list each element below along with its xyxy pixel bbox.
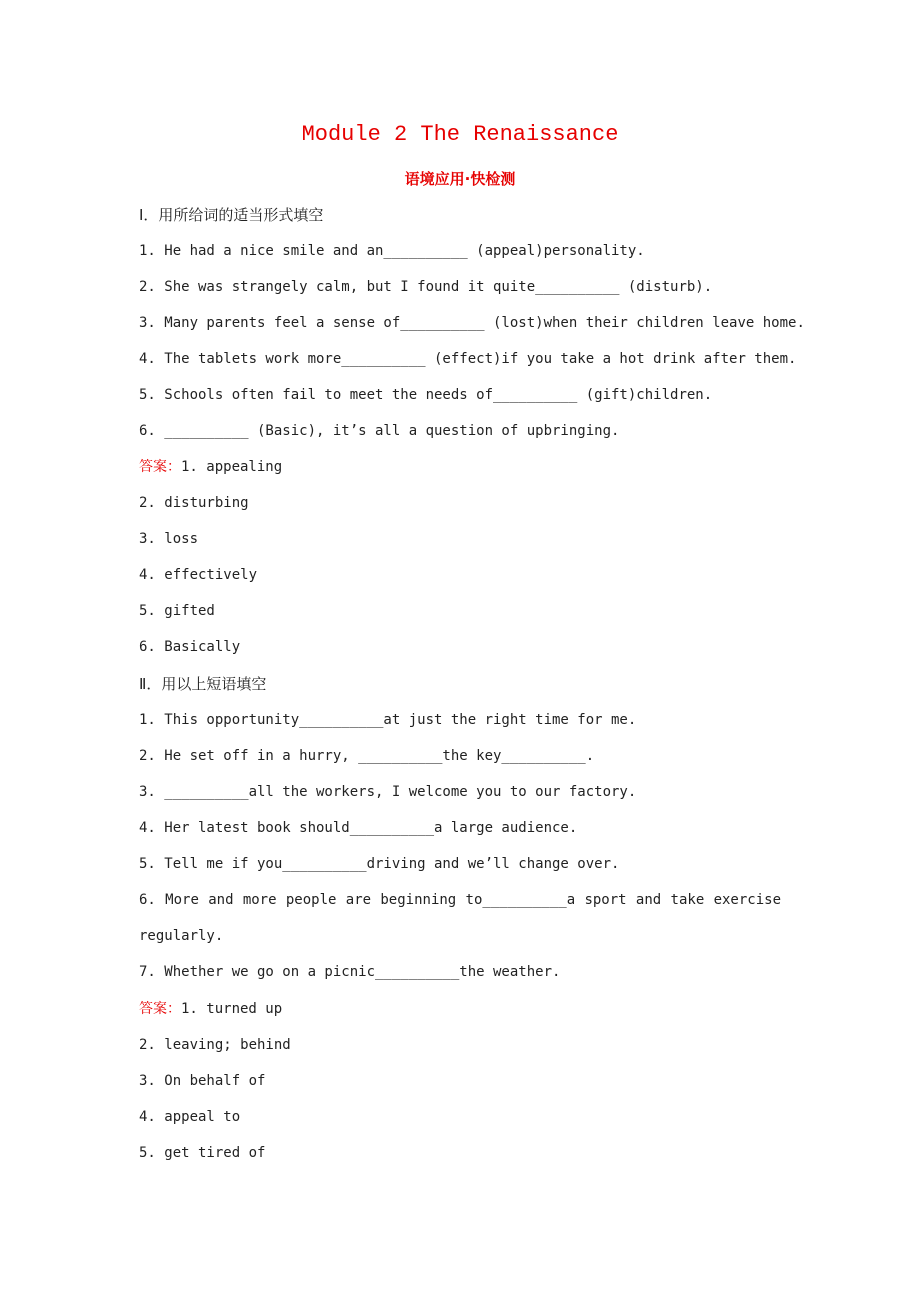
s2-answer-5: 5. get tired of — [139, 1145, 266, 1161]
s2-answer-2: 2. leaving; behind — [139, 1037, 291, 1053]
s1-question-5: 5. Schools often fail to meet the needs of__________ (gift)children. — [139, 387, 713, 403]
s1-answer-2: 2. disturbing — [139, 495, 249, 511]
s1-question-1: 1. He had a nice smile and an__________ (appeal)personality. — [139, 243, 645, 259]
page-title: Module 2 The Renaissance — [301, 122, 619, 147]
section-1-heading: Ⅰ．用所给词的适当形式填空 — [139, 206, 324, 224]
s2-question-6: 6. More and more people are beginning to__________a sport and take exercise — [139, 892, 781, 908]
s1-answer-1: 1. appealing — [181, 459, 283, 475]
section-2-heading: Ⅱ．用以上短语填空 — [139, 675, 267, 693]
s1-answer-3: 3. loss — [139, 531, 199, 547]
s1-question-6: 6. __________ (Basic), it’s all a question of upbringing. — [139, 423, 620, 439]
s2-answer-3: 3. On behalf of — [139, 1073, 266, 1089]
s2-answer-4: 4. appeal to — [139, 1109, 241, 1125]
answer-label: 答案： — [139, 1001, 181, 1017]
s1-answer-4: 4. effectively — [139, 567, 258, 583]
s1-answer-5: 5. gifted — [139, 603, 215, 619]
s2-question-2: 2. He set off in a hurry, __________the key__________. — [139, 748, 595, 764]
s2-question-5: 5. Tell me if you__________driving and we’ll change over. — [139, 856, 620, 872]
s2-question-6-cont: regularly. — [139, 928, 224, 944]
answer-label: 答案： — [139, 459, 181, 475]
s1-answer-row-1 — [139, 457, 282, 477]
s2-answer-row-1 — [139, 999, 282, 1019]
s2-question-1: 1. This opportunity__________at just the right time for me. — [139, 712, 637, 728]
s2-answer-1: 1. turned up — [181, 1001, 283, 1017]
s1-answer-6: 6. Basically — [139, 639, 241, 655]
page-subtitle: 语境应用·快检测 — [404, 170, 516, 188]
s2-question-4: 4. Her latest book should__________a large audience. — [139, 820, 578, 836]
s1-question-3: 3. Many parents feel a sense of__________ (lost)when their children leave home. — [139, 315, 805, 331]
s1-question-2: 2. She was strangely calm, but I found it quite__________ (disturb). — [139, 279, 713, 295]
s1-question-4: 4. The tablets work more__________ (effect)if you take a hot drink after them. — [139, 351, 797, 367]
s2-question-7: 7. Whether we go on a picnic__________the weather. — [139, 964, 561, 980]
s2-question-3: 3. __________all the workers, I welcome you to our factory. — [139, 784, 637, 800]
